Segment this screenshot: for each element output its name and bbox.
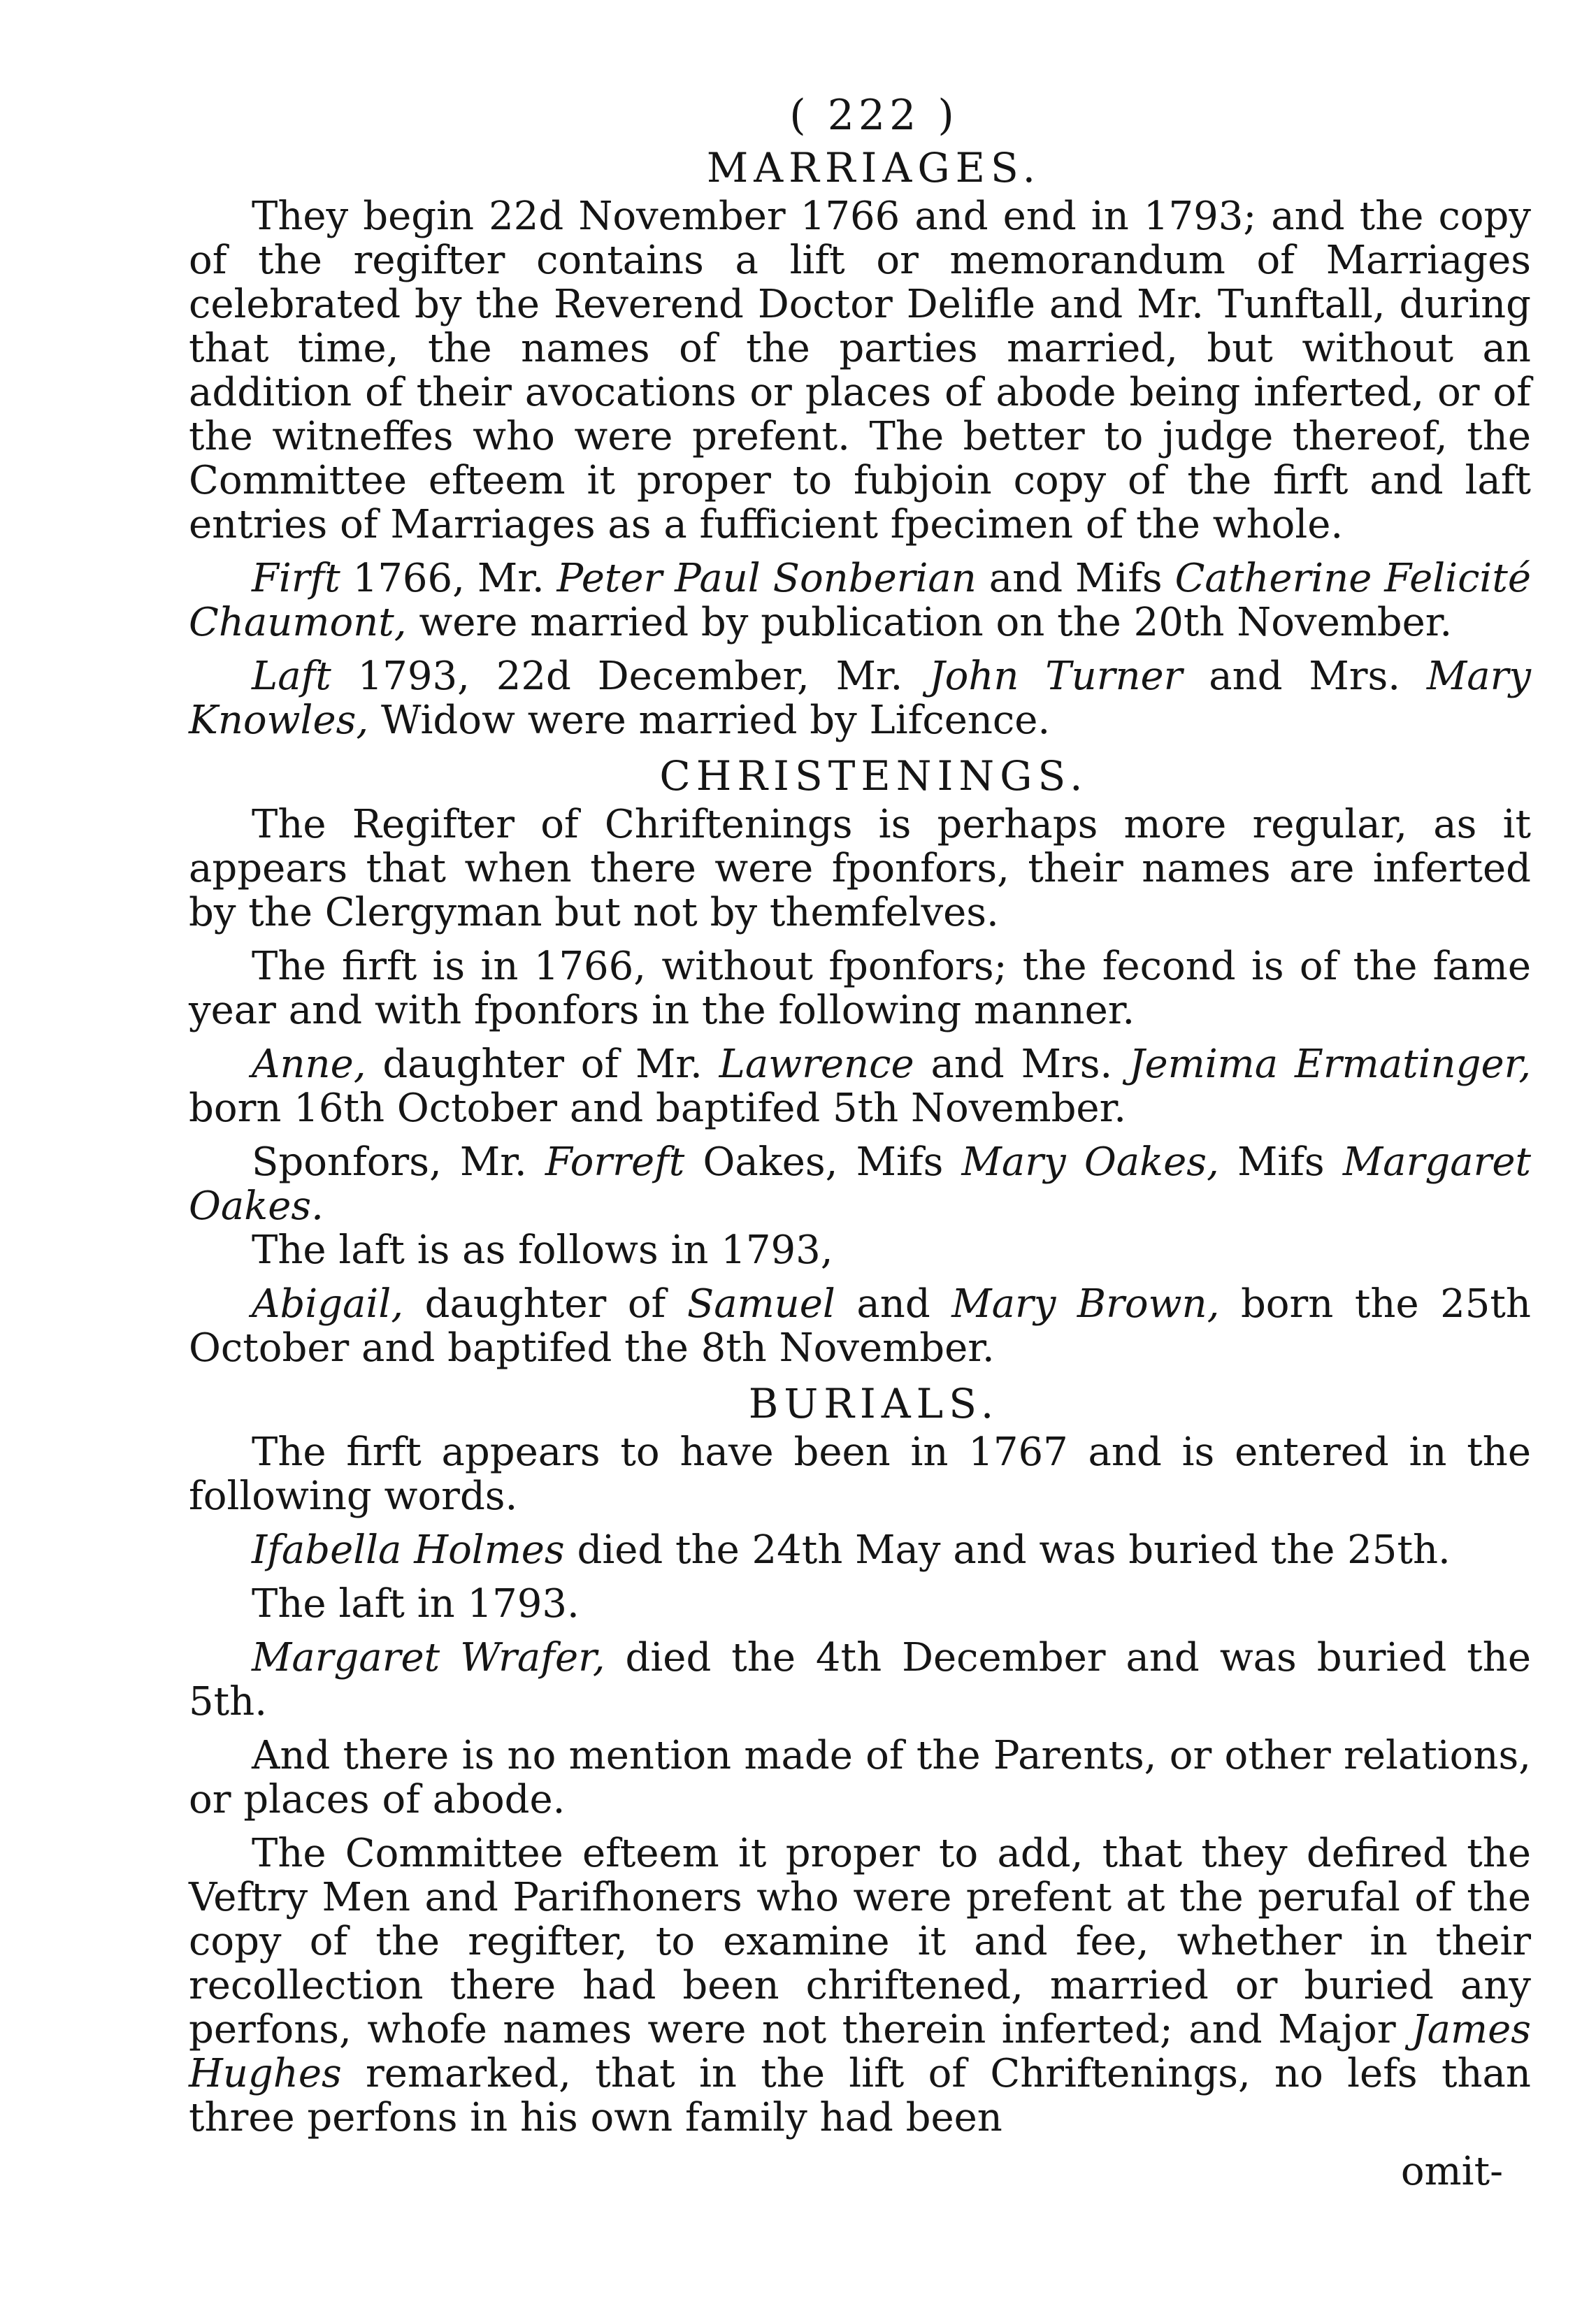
first-and: and Mifs bbox=[976, 556, 1175, 601]
last-groom: John Turner bbox=[929, 654, 1183, 699]
heading-christenings: CHRISTENINGS. bbox=[659, 752, 1088, 800]
lawrence-name: Lawrence bbox=[719, 1042, 914, 1087]
christenings-intro-paragraph: The Regifter of Chriftenings is perhaps more regular, as it appears that when there were fponfors, their names are inferted by the Clergyman but not by themfelves. bbox=[189, 802, 1531, 935]
page-number: ( 222 ) bbox=[789, 91, 958, 140]
burials-margaret-entry bbox=[189, 1636, 1531, 1724]
margaret-oakes-name: Margaret Oakes. bbox=[189, 1139, 1531, 1229]
catchword: omit- bbox=[1400, 2149, 1503, 2194]
document-page bbox=[189, 91, 1531, 2194]
abigail-name: Abigail, bbox=[252, 1281, 404, 1327]
christenings-first-paragraph: The firft is in 1766, without fponfors; the fecond is of the fame year and with fponfors in the following manner. bbox=[189, 944, 1531, 1033]
anne-name: Anne, bbox=[252, 1042, 366, 1087]
christenings-last-paragraph: The laft is as follows in 1793, bbox=[252, 1228, 833, 1273]
christenings-anne-entry bbox=[189, 1042, 1531, 1130]
anne-text-1: daughter of Mr. bbox=[366, 1042, 719, 1087]
burials-intro-paragraph: The firft appears to have been in 1767 and is entered in the following words. bbox=[189, 1430, 1531, 1519]
sponsors-label: Sponfors, Mr. bbox=[252, 1139, 545, 1185]
forrest-name: Forreft bbox=[545, 1139, 685, 1185]
last-rest: Widow were married by Lifcence. bbox=[368, 698, 1051, 743]
christenings-sponsors bbox=[189, 1140, 1531, 1228]
burials-no-mention-paragraph: And there is no mention made of the Parents, or other relations, or places of abode. bbox=[189, 1733, 1531, 1822]
margaret-text: died the 4th December and was buried the 5th. bbox=[189, 1635, 1531, 1725]
marriages-last-entry bbox=[189, 654, 1531, 742]
heading-marriages: MARRIAGES. bbox=[706, 144, 1042, 192]
marriages-intro-paragraph: They begin 22d November 1766 and end in 1793; and the copy of the regifter contains a lift or memorandum of Marriages celebrated by the Reverend Doctor Delifle and Mr. Tunftall, during that time, the names of the parties married, but without an addition of their avocations or places of abode being inferted, or of the witneffes who were prefent. The better to judge thereof, the Committee efteem it proper to fubjoin copy of the firft and laft entries of Marriages as a fufficient fpecimen of the whole. bbox=[189, 194, 1531, 547]
committee-paragraph bbox=[189, 1831, 1531, 2140]
mary-brown-name: Mary Brown, bbox=[951, 1281, 1220, 1327]
abigail-text-2: and bbox=[835, 1281, 952, 1327]
oakes-text: Oakes, Mifs bbox=[684, 1139, 962, 1185]
anne-text-3: born 16th October and baptifed 5th November. bbox=[189, 1086, 1126, 1131]
jemima-name: Jemima Ermatinger, bbox=[1129, 1042, 1531, 1087]
first-year: 1766, Mr. bbox=[340, 556, 557, 601]
first-groom: Peter Paul Sonberian bbox=[556, 556, 977, 601]
committee-text-1: The Committee efteem it proper to add, that they defired the Veftry Men and Parifhoners who were prefent at the perufal of the copy of the regifter, to examine it and fee, whether in their recollection there had been chriftened, married or buried any perfons, whofe names were not therein inferted; and Major bbox=[189, 1831, 1531, 2052]
first-bride: Catherine Felicité Chaumont, bbox=[189, 556, 1531, 645]
isabella-name: Ifabella Holmes bbox=[252, 1527, 565, 1573]
committee-text-2: remarked, that in the lift of Chriftenings, no lefs than three perfons in his own family had been bbox=[189, 2051, 1531, 2140]
first-label: Firft bbox=[252, 556, 340, 601]
samuel-name: Samuel bbox=[686, 1281, 835, 1327]
abigail-text-1: daughter of bbox=[403, 1281, 687, 1327]
heading-burials: BURIALS. bbox=[748, 1380, 1000, 1427]
isabella-text: died the 24th May and was buried the 25th. bbox=[564, 1527, 1451, 1573]
burials-isabella-entry bbox=[189, 1528, 1531, 1572]
anne-text-2: and Mrs. bbox=[914, 1042, 1130, 1087]
last-bride: Mary Knowles, bbox=[189, 654, 1532, 743]
mary-oakes-name: Mary Oakes, bbox=[961, 1139, 1219, 1185]
marriages-first-entry bbox=[189, 556, 1531, 645]
margaret-wrafer-name: Margaret Wrafer, bbox=[252, 1635, 605, 1680]
miss-text: Mifs bbox=[1218, 1139, 1343, 1185]
christenings-abigail-entry bbox=[189, 1282, 1531, 1370]
james-hughes-name: James Hughes bbox=[189, 2007, 1531, 2096]
burials-last-paragraph: The laft in 1793. bbox=[252, 1581, 580, 1627]
abigail-text-3: born the 25th October and baptifed the 8th November. bbox=[189, 1281, 1532, 1371]
last-date: 1793, 22d December, Mr. bbox=[331, 654, 930, 699]
last-and: and Mrs. bbox=[1182, 654, 1427, 699]
last-label: Laft bbox=[252, 654, 331, 699]
first-rest: were married by publication on the 20th November. bbox=[406, 600, 1453, 645]
